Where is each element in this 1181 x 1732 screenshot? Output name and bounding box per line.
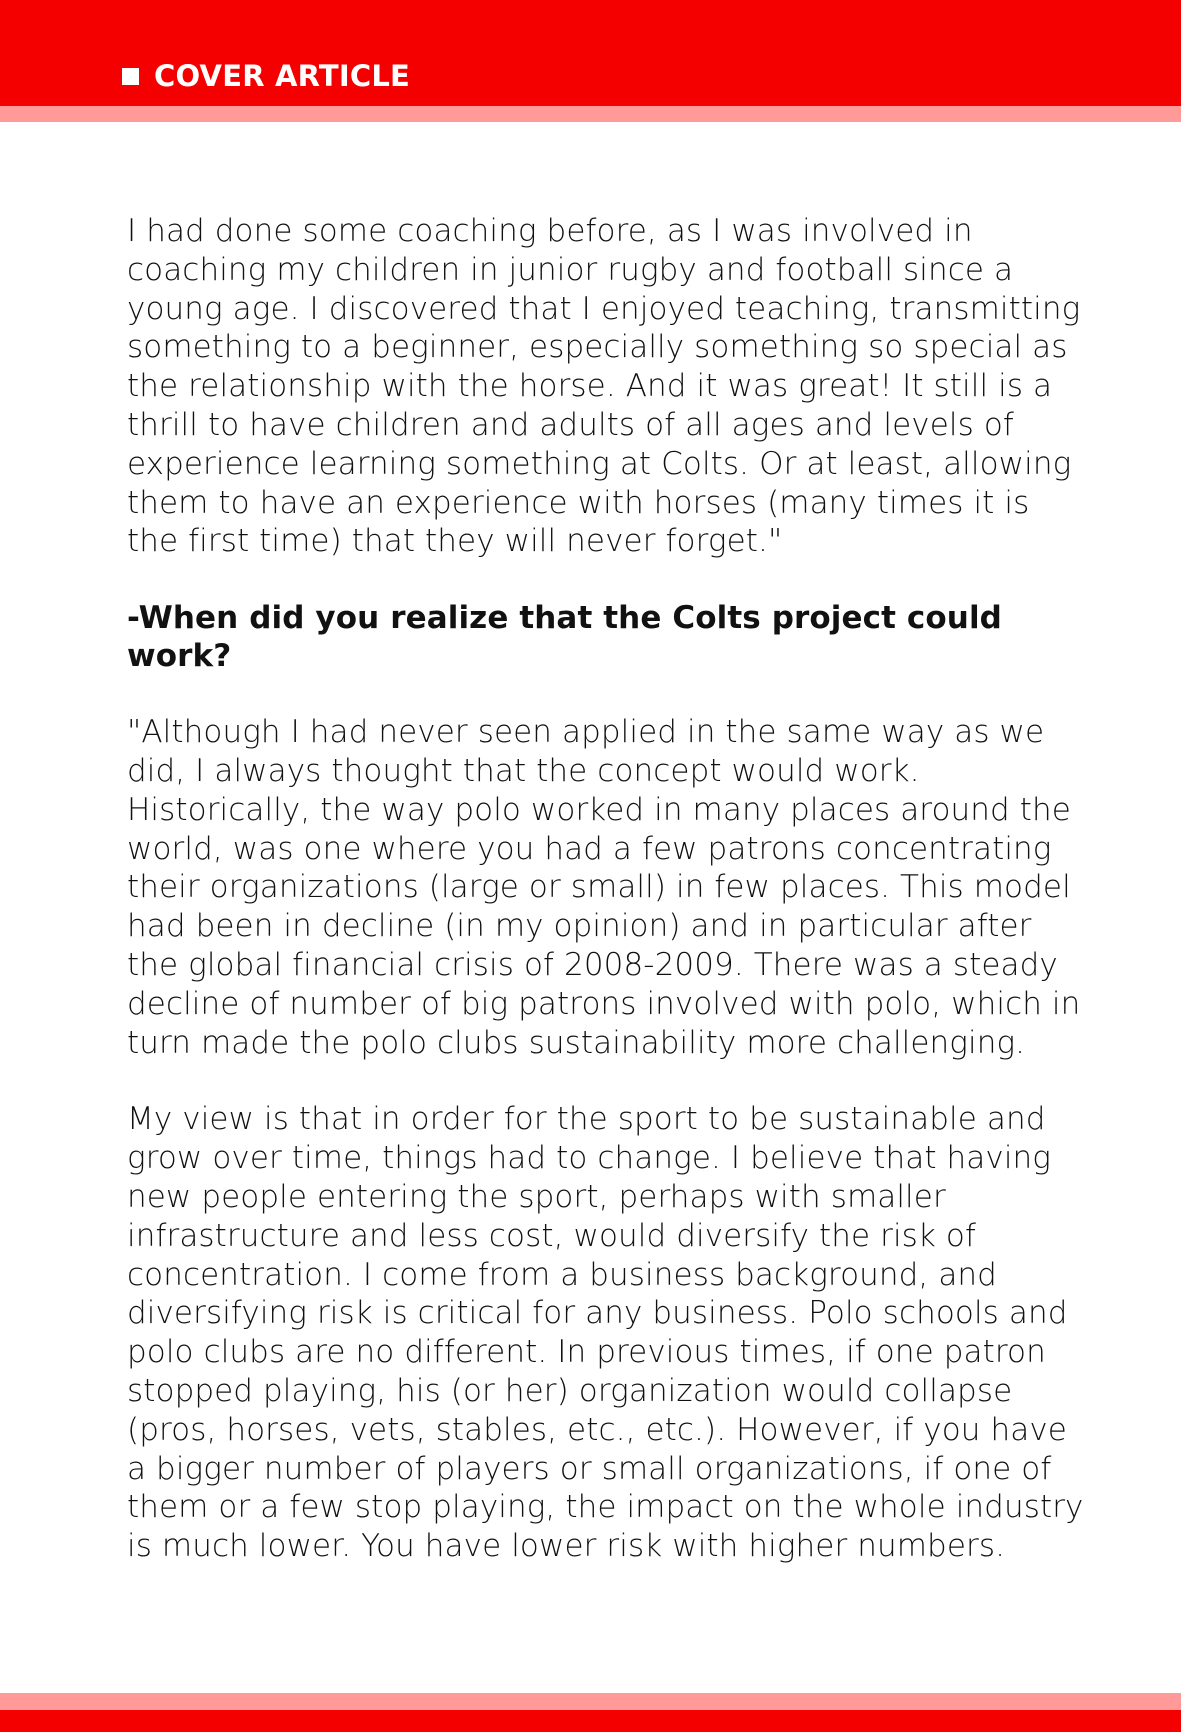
- article-paragraph: I had done some coaching before, as I was involved in coaching my children in junior rugby and football since a young age. I discovered that I enjoyed teaching, transmitting something to a beginner, especially something so special as the relationship with the horse. And it was great! It still is a thrill to have children and adults of all ages and levels of experience learning something at Colts. Or at least, allowing them to have an experience with horses (many times it is the first time) that they will never forget.": [127, 213, 1081, 560]
- interview-question: -When did you realize that the Colts project could work?: [127, 600, 1002, 675]
- section-label-text: COVER ARTICLE: [154, 59, 411, 93]
- footer-bar: [0, 1710, 1181, 1732]
- square-bullet-icon: [122, 68, 139, 85]
- footer-stripe: [0, 1693, 1181, 1710]
- section-label: [122, 56, 410, 96]
- article-body: [127, 212, 1087, 1566]
- article-paragraph: "Although I had never seen applied in the same way as we did, I always thought that the concept would work. Historically, the way polo worked in many places around the world, was one where you had a few patrons concentrating their organizations (large or small) in few places. This model had been in decline (in my opinion) and in particular after the global financial crisis of 2008-2009. There was a steady decline of number of big patrons involved with polo, which in turn made the polo clubs sustainability more challenging.: [127, 714, 1081, 1061]
- header-stripe: [0, 106, 1181, 122]
- article-paragraph: My view is that in order for the sport to be sustainable and grow over time, things had to change. I believe that having new people entering the sport, perhaps with smaller infrastructure and less cost, would diversify the risk of concentration. I come from a business background, and diversifying risk is critical for any business. Polo schools and polo clubs are no different. In previous times, if one patron stopped playing, his (or her) organization would collapse (pros, horses, vets, stables, etc., etc.). However, if you have a bigger number of players or small organizations, if one of them or a few stop playing, the impact on the whole industry is much lower. You have lower risk with higher numbers.: [127, 1101, 1084, 1565]
